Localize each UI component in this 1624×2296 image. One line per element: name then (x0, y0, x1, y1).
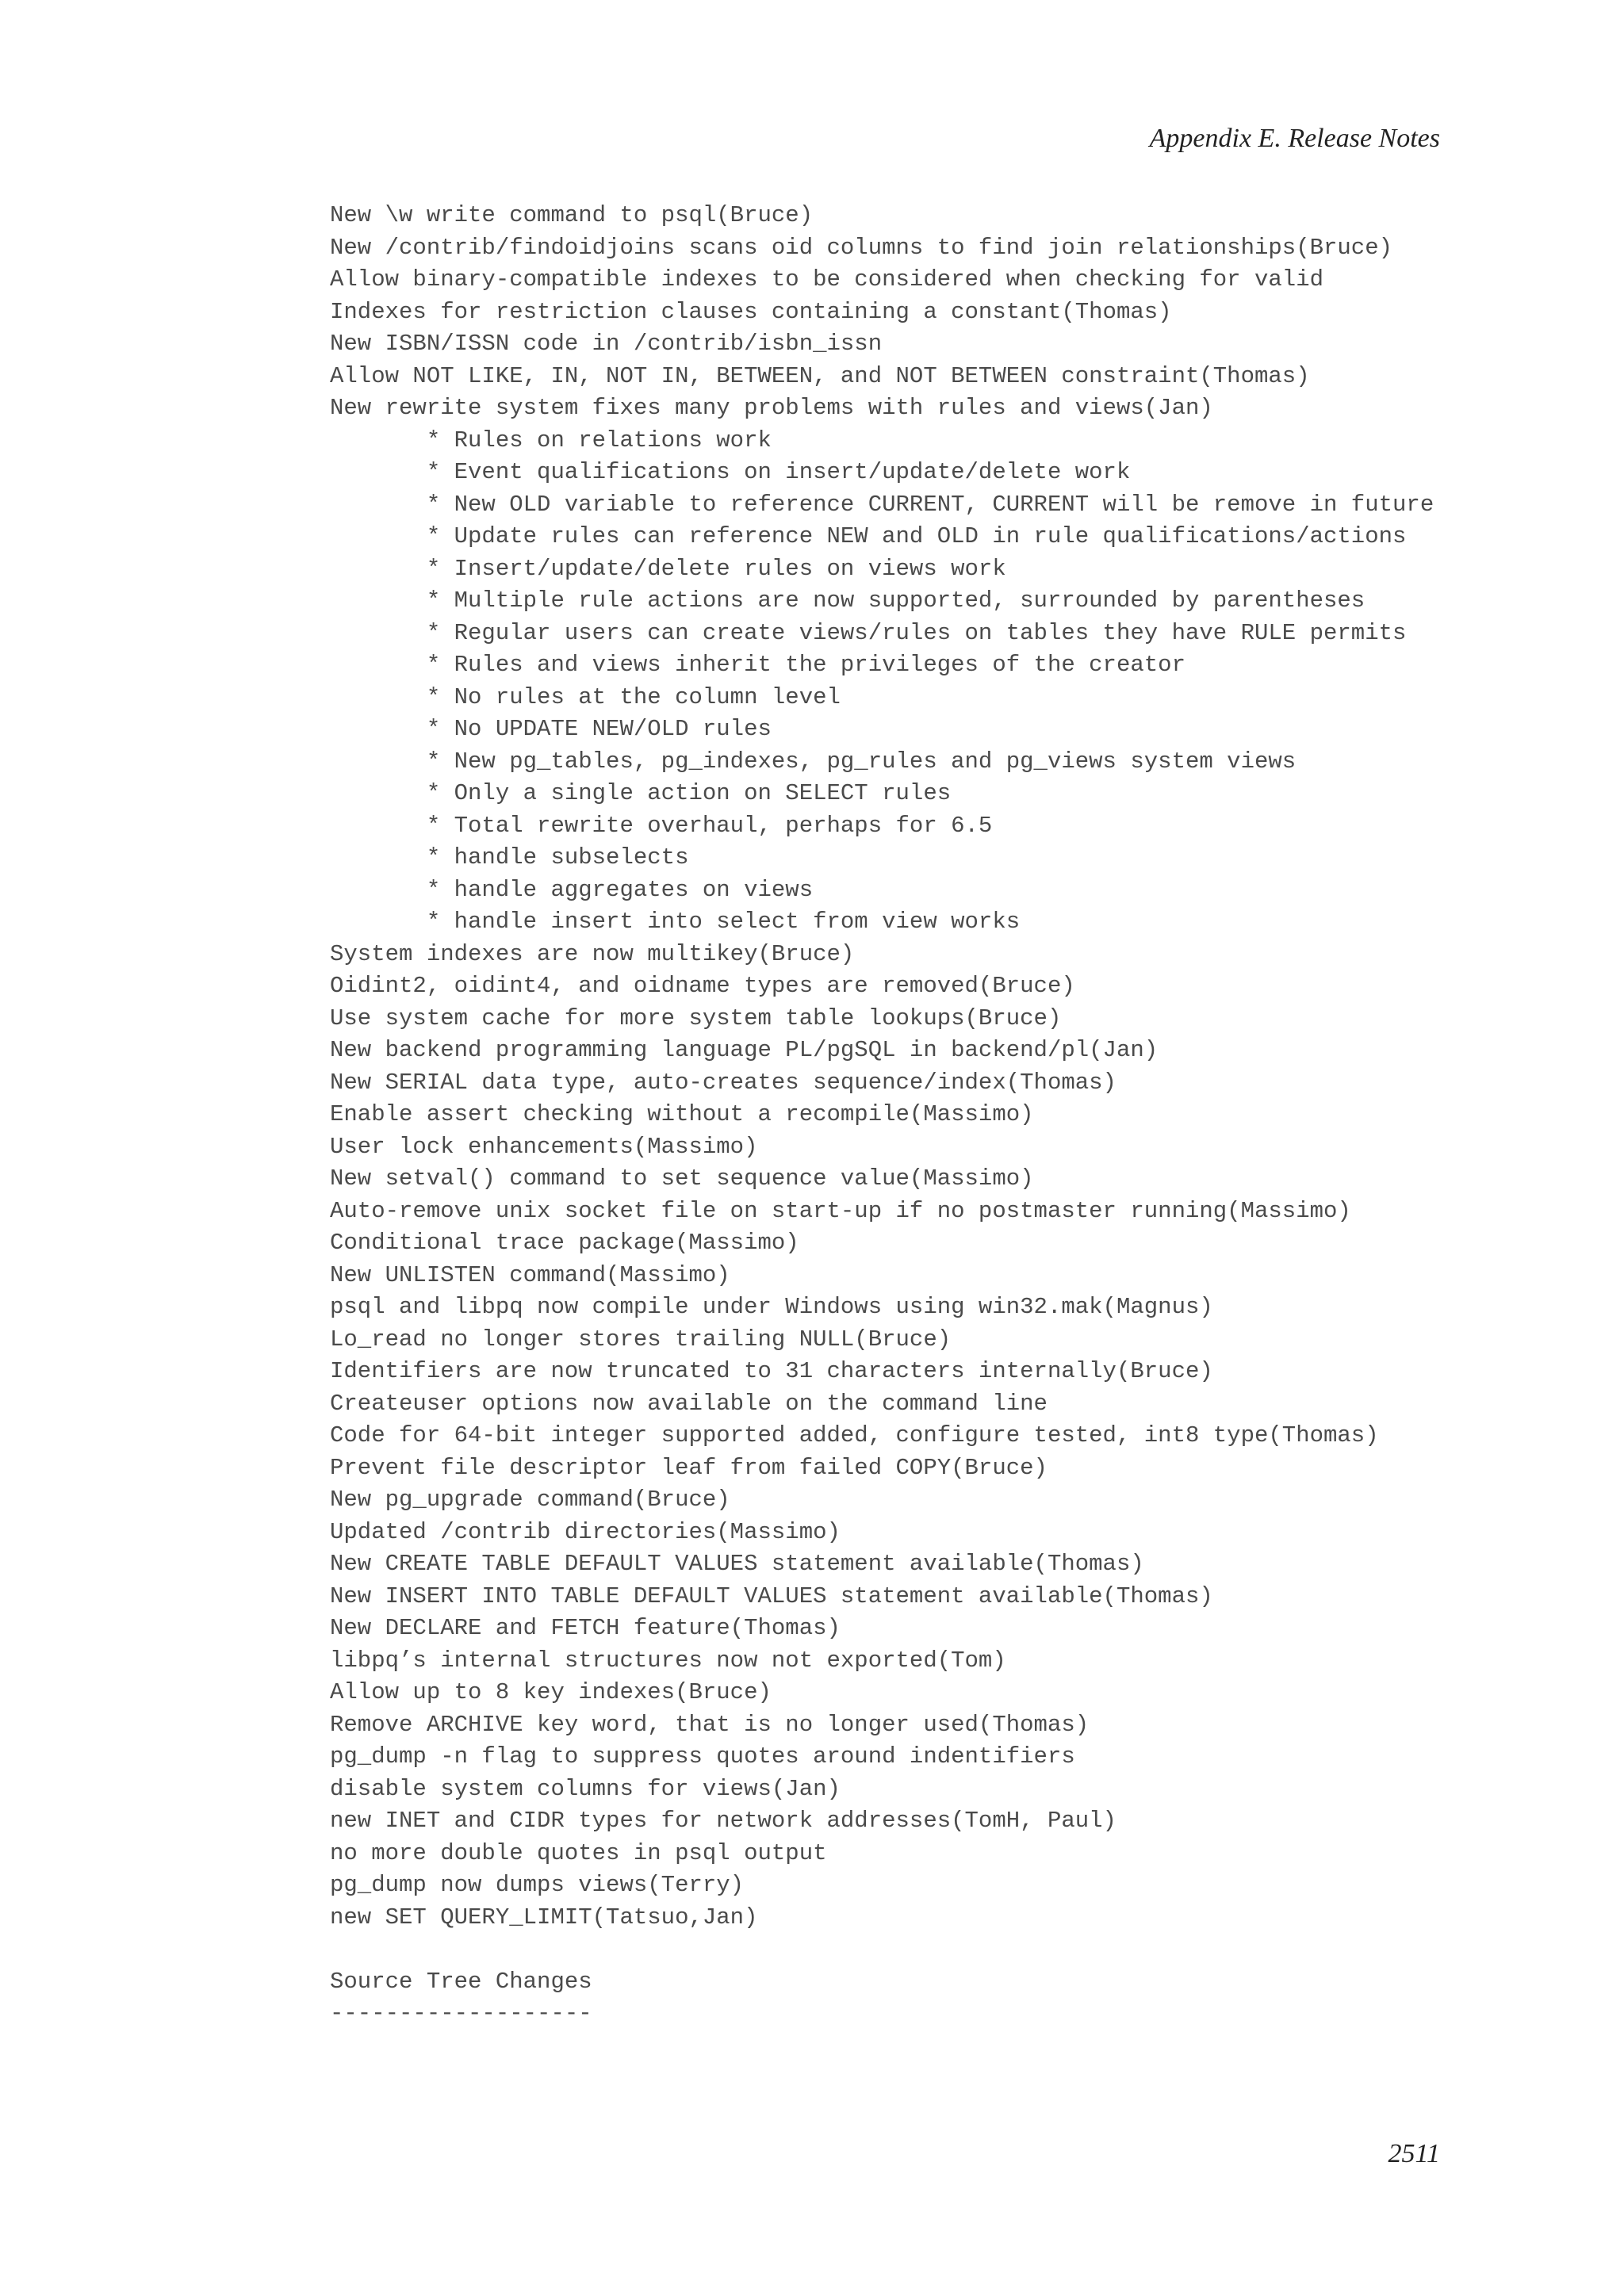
listing-line: Identifiers are now truncated to 31 characters internally(Bruce) (330, 1358, 1213, 1384)
listing-line: * Event qualifications on insert/update/delete work (330, 459, 1131, 485)
listing-line: * Regular users can create views/rules on tables they have RULE permits (330, 619, 1407, 646)
listing-line: New UNLISTEN command(Massimo) (330, 1261, 730, 1288)
listing-line: System indexes are now multikey(Bruce) (330, 940, 855, 967)
listing-line: * handle subselects (330, 844, 689, 871)
listing-line: Use system cache for more system table lookups(Bruce) (330, 1004, 1062, 1031)
listing-line: New backend programming language PL/pgSQL in backend/pl(Jan) (330, 1037, 1159, 1063)
listing-line: Remove ARCHIVE key word, that is no longer used(Thomas) (330, 1711, 1090, 1738)
listing-line: pg_dump now dumps views(Terry) (330, 1872, 745, 1898)
listing-line: new INET and CIDR types for network addresses(TomH, Paul) (330, 1808, 1116, 1834)
listing-line: New pg_upgrade command(Bruce) (330, 1487, 730, 1513)
listing-line: Enable assert checking without a recompile(Massimo) (330, 1101, 1034, 1127)
listing-line: * Total rewrite overhaul, perhaps for 6.5 (330, 812, 993, 839)
listing-line: libpq’s internal structures now not exported(Tom) (330, 1647, 1006, 1674)
listing-line: Conditional trace package(Massimo) (330, 1230, 799, 1256)
listing-line: Allow up to 8 key indexes(Bruce) (330, 1679, 772, 1705)
listing-line: Prevent file descriptor leaf from failed COPY(Bruce) (330, 1454, 1048, 1481)
listing-line: no more double quotes in psql output (330, 1839, 827, 1866)
listing-line: psql and libpq now compile under Windows using win32.mak(Magnus) (330, 1294, 1213, 1320)
listing-line: Allow binary-compatible indexes to be considered when checking for valid (330, 266, 1324, 293)
listing-line: New SERIAL data type, auto-creates sequence/index(Thomas) (330, 1069, 1116, 1096)
listing-line: New rewrite system fixes many problems with rules and views(Jan) (330, 395, 1213, 421)
listing-line: * Multiple rule actions are now supported, surrounded by parentheses (330, 587, 1365, 614)
listing-line: * New OLD variable to reference CURRENT, CURRENT will be remove in future (330, 491, 1434, 518)
listing-line: * Insert/update/delete rules on views work (330, 555, 1006, 582)
listing-line: * Only a single action on SELECT rules (330, 780, 952, 806)
listing-line: * Update rules can reference NEW and OLD in rule qualifications/actions (330, 523, 1407, 549)
release-notes-listing (330, 200, 1434, 2062)
running-header: Appendix E. Release Notes (1149, 124, 1440, 153)
listing-line: disable system columns for views(Jan) (330, 1775, 841, 1802)
section-heading: ------------------- (330, 2000, 592, 2026)
listing-line: * No rules at the column level (330, 683, 841, 710)
listing-line: User lock enhancements(Massimo) (330, 1133, 758, 1160)
listing-line: * Rules on relations work (330, 427, 772, 453)
listing-line: New \w write command to psql(Bruce) (330, 202, 814, 228)
page-number: 2511 (1388, 2139, 1440, 2168)
listing-line: New /contrib/findoidjoins scans oid columns to find join relationships(Bruce) (330, 234, 1393, 261)
section-underline (330, 2030, 1434, 2063)
listing-line: pg_dump -n flag to suppress quotes around indentifiers (330, 1743, 1075, 1770)
listing-line: New setval() command to set sequence value(Massimo) (330, 1165, 1034, 1192)
listing-line: Oidint2, oidint4, and oidname types are removed(Bruce) (330, 973, 1075, 999)
listing-line: New DECLARE and FETCH feature(Thomas) (330, 1615, 841, 1641)
listing-line: Createuser options now available on the command line (330, 1390, 1048, 1417)
listing-line: New INSERT INTO TABLE DEFAULT VALUES statement available(Thomas) (330, 1582, 1213, 1609)
listing-line: * No UPDATE NEW/OLD rules (330, 716, 772, 742)
listing-line: Lo_read no longer stores trailing NULL(Bruce) (330, 1326, 952, 1353)
listing-line: Auto-remove unix socket file on start-up if no postmaster running(Massimo) (330, 1197, 1351, 1224)
listing-line: * handle insert into select from view works (330, 909, 1021, 935)
listing-line: * Rules and views inherit the privileges of the creator (330, 652, 1185, 678)
listing-line: Code for 64-bit integer supported added, configure tested, int8 type(Thomas) (330, 1422, 1379, 1448)
blank-line: Source Tree Changes (330, 1968, 592, 1995)
listing-line: Allow NOT LIKE, IN, NOT IN, BETWEEN, and NOT BETWEEN constraint(Thomas) (330, 362, 1310, 389)
listing-line: New CREATE TABLE DEFAULT VALUES statement available(Thomas) (330, 1551, 1144, 1577)
listing-line: * handle aggregates on views (330, 876, 814, 903)
listing-line: New ISBN/ISSN code in /contrib/isbn_issn (330, 331, 883, 357)
listing-line: Updated /contrib directories(Massimo) (330, 1518, 841, 1545)
listing-line: new SET QUERY_LIMIT(Tatsuo,Jan) (330, 1904, 758, 1931)
listing-line: Indexes for restriction clauses containing a constant(Thomas) (330, 298, 1172, 325)
listing-line: * New pg_tables, pg_indexes, pg_rules and pg_views system views (330, 748, 1297, 775)
listing-line (330, 1934, 1434, 1966)
